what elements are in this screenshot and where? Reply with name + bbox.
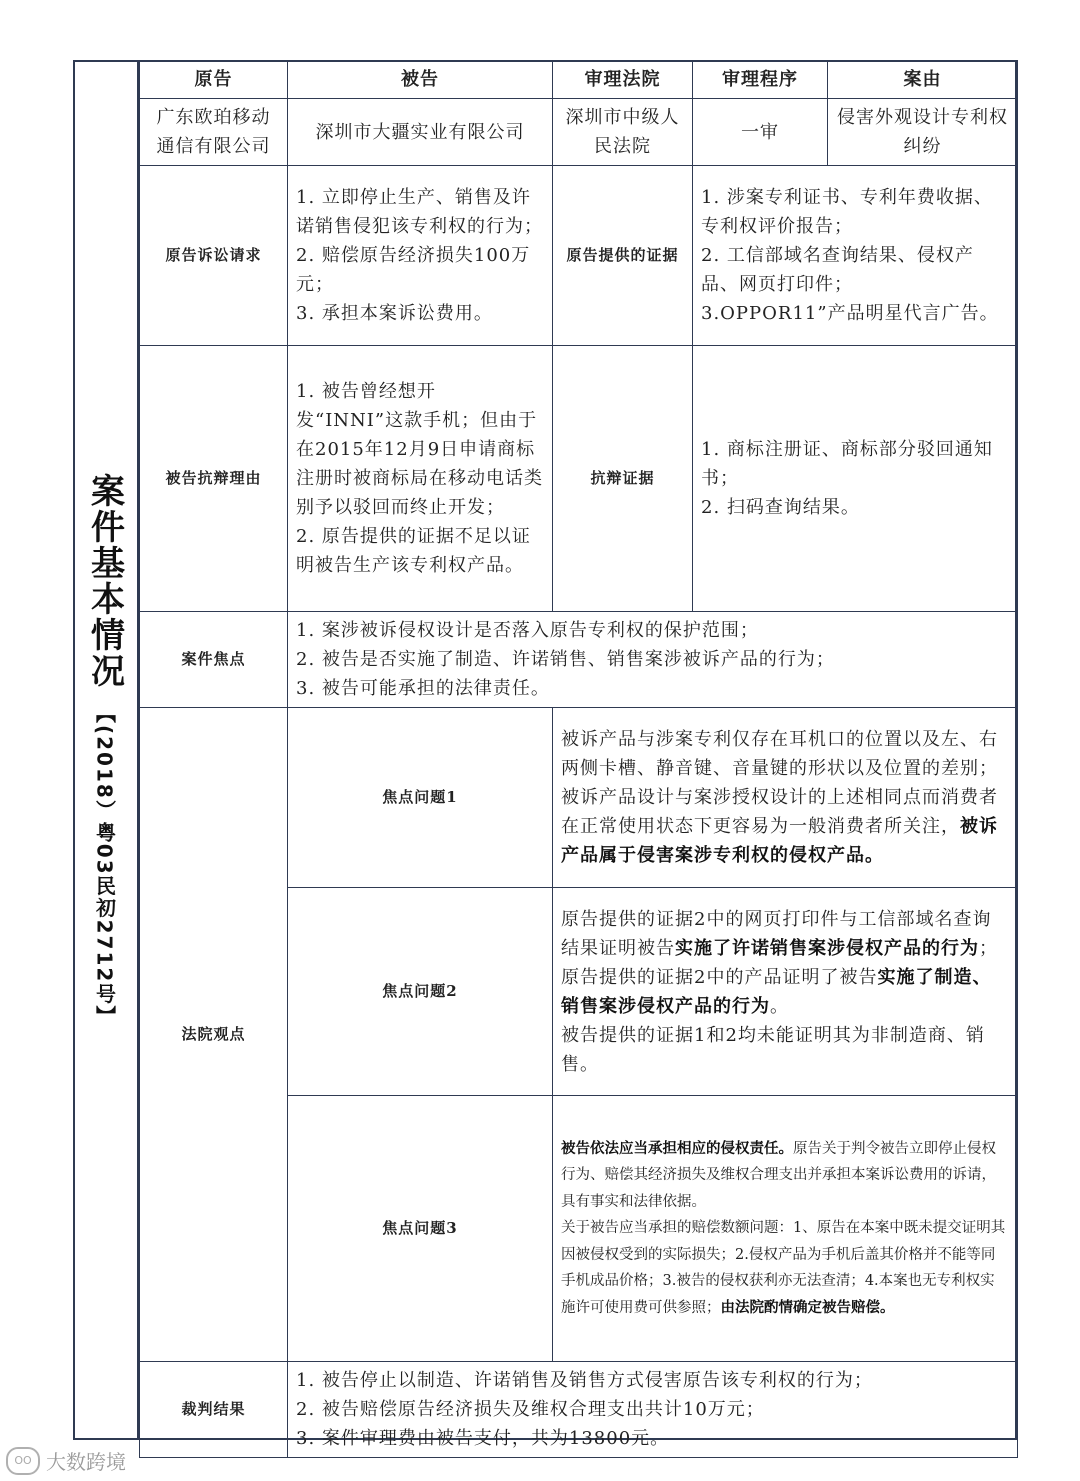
header-plaintiff: 原告 (140, 61, 288, 99)
evidence-item: 1. 涉案专利证书、专利年费收据、专利权评价报告； (701, 187, 993, 237)
plaintiff-evidence-list (693, 166, 1018, 346)
focus-item: 1. 案涉被诉侵权设计是否落入原告专利权的保护范围； (296, 620, 759, 641)
side-panel (73, 60, 139, 1440)
focus-item: 3. 被告可能承担的法律责任。 (296, 678, 550, 699)
claims-list (288, 166, 553, 346)
evidence-item: 3.OPPOR11”产品明星代言广告。 (701, 303, 999, 324)
defense-evidence-list (693, 346, 1018, 612)
court-name: 深圳市中级人民法院 (553, 99, 693, 166)
focus-list (288, 612, 1018, 708)
plaintiff-evidence-label: 原告提供的证据 (553, 166, 693, 346)
focus-question-2: 焦点问题2 (288, 888, 553, 1096)
side-title: 案件基本情况 (84, 473, 125, 690)
claims-row (140, 166, 1018, 346)
judgment-item: 2. 被告赔偿原告经济损失及维权合理支出共计10万元； (296, 1399, 765, 1420)
defense-row (140, 346, 1018, 612)
focus-answer-3: 被告依法应当承担相应的侵权责任。原告关于判令被告立即停止侵权行为、赔偿其经济损失及维权合理支出并承担本案诉讼费用的诉请，具有事实和法律依据。 关于被告应当承担的赔偿数额问题：1、原告在本案中既未提交证明其因被侵权受到的实际损失；2.侵权产品为手机后盖其价格并不能等同手机成品价格；3.被告的侵权获利亦无法查清；4.本案也无专利权实施许可使用费可供参照；由法院酌情确定被告赔偿。 (553, 1096, 1018, 1362)
judgment-list (288, 1362, 1018, 1458)
focus-question-3: 焦点问题3 (288, 1096, 553, 1362)
case-table (139, 60, 1018, 1458)
evidence-item: 2. 扫码查询结果。 (701, 497, 860, 518)
header-court: 审理法院 (553, 61, 693, 99)
court-view-label: 法院观点 (140, 708, 288, 1362)
procedure-value: 一审 (693, 99, 828, 166)
focus-label: 案件焦点 (140, 612, 288, 708)
defense-evidence-label: 抗辩证据 (553, 346, 693, 612)
header-row (140, 61, 1018, 99)
judgment-row (140, 1362, 1018, 1458)
header-defendant: 被告 (288, 61, 553, 99)
parties-row (140, 99, 1018, 166)
defense-item: 1. 被告曾经想开发“INNI”这款手机；但由于在2015年12月9日申请商标注册时被商标局在移动电话类别予以驳回而终止开发； (296, 381, 543, 518)
judgment-item: 3. 案件审理费由被告支付，共为13800元。 (296, 1428, 670, 1449)
defendant-name: 深圳市大疆实业有限公司 (288, 99, 553, 166)
claims-label: 原告诉讼请求 (140, 166, 288, 346)
focus-row (140, 612, 1018, 708)
claims-item: 1. 立即停止生产、销售及许诺销售侵犯该专利权的行为； (296, 187, 543, 237)
focus-question-1: 焦点问题1 (288, 708, 553, 888)
defense-label: 被告抗辩理由 (140, 346, 288, 612)
court-view-q1-row (140, 708, 1018, 888)
header-cause: 案由 (828, 61, 1018, 99)
plaintiff-name: 广东欧珀移动通信有限公司 (140, 99, 288, 166)
header-procedure: 审理程序 (693, 61, 828, 99)
watermark (6, 1446, 126, 1475)
cause-value: 侵害外观设计专利权纠纷 (828, 99, 1018, 166)
defense-list (288, 346, 553, 612)
watermark-logo-icon: OO (6, 1447, 40, 1475)
claims-item: 2. 赔偿原告经济损失100万元； (296, 245, 531, 295)
watermark-text: 大数跨境 (46, 1450, 126, 1474)
defense-item: 2. 原告提供的证据不足以证明被告生产该专利权产品。 (296, 526, 531, 576)
evidence-item: 2. 工信部域名查询结果、侵权产品、网页打印件； (701, 245, 974, 295)
focus-answer-1: 被诉产品与涉案专利仅存在耳机口的位置以及左、右两侧卡槽、静音键、音量键的形状以及位置的差别；被诉产品设计与案涉授权设计的上述相同点而消费者在正常使用状态下更容易为一般消费者所关注，被诉产品属于侵害案涉专利权的侵权产品。 (553, 708, 1018, 888)
claims-item: 3. 承担本案诉讼费用。 (296, 303, 493, 324)
focus-item: 2. 被告是否实施了制造、许诺销售、销售案涉被诉产品的行为； (296, 649, 835, 670)
judgment-item: 1. 被告停止以制造、许诺销售及销售方式侵害原告该专利权的行为； (296, 1370, 873, 1391)
focus-answer-2: 原告提供的证据2中的网页打印件与工信部域名查询结果证明被告实施了许诺销售案涉侵权产品的行为；原告提供的证据2中的产品证明了被告实施了制造、销售案涉侵权产品的行为。 被告提供的证据1和2均未能证明其为非制造商、销售。 (553, 888, 1018, 1096)
judgment-label: 裁判结果 (140, 1362, 288, 1458)
evidence-item: 1. 商标注册证、商标部分驳回通知书； (701, 439, 993, 489)
case-number: 【(2018）粤03民初2712号】 (92, 702, 117, 1027)
